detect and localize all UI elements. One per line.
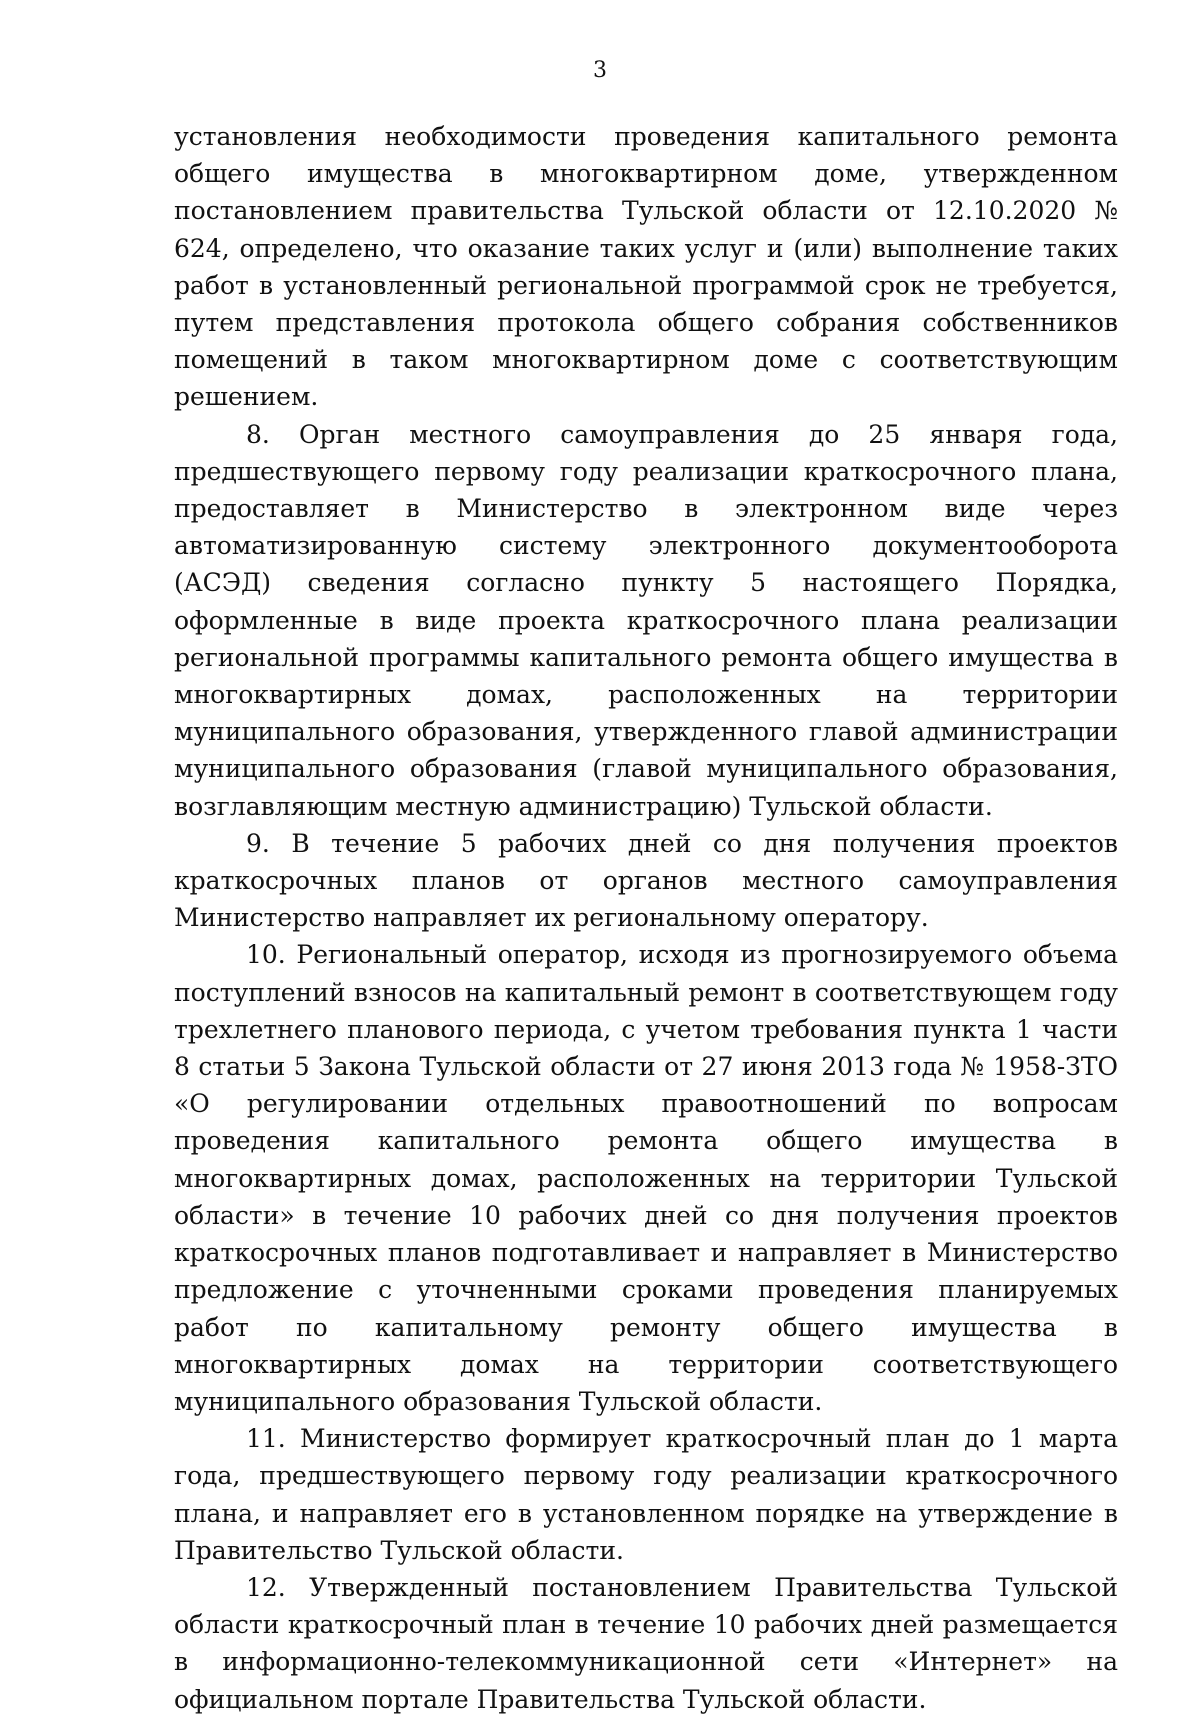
paragraph-item-8: 8. Орган местного самоуправления до 25 января года, предшествующего первому году реализации краткосрочного плана, предоставляет в Министерство в электронном виде через автоматизированную систему электронного документооборота (АСЭД) сведения согласно пункту 5 настоящего Порядка, оформленные в виде проекта краткосрочного плана реализации региональной программы капитального ремонта общего имущества в многоквартирных домах, расположенных на территории муниципального образования, утвержденного главой администрации муниципального образования (главой муниципального образования, возглавляющим местную администрацию) Тульской области. <box>174 419 1118 821</box>
paragraph-continuation: установления необходимости проведения капитального ремонта общего имущества в многоквартирном доме, утвержденном постановлением правительства Тульской области от 12.10.2020 № 624, определено, что оказание таких услуг и (или) выполнение таких работ в установленный региональной программой срок не требуется, путем представления протокола общего собрания собственников помещений в таком многоквартирном доме с соответствующим решением. <box>174 122 1118 412</box>
paragraph-item-10: 10. Региональный оператор, исходя из прогнозируемого объема поступлений взносов на капитальный ремонт в соответствующем году трехлетнего планового периода, с учетом требования пункта 1 части 8 статьи 5 Закона Тульской области от 27 июня 2013 года № 1958-ЗТО «О регулировании отдельных правоотношений по вопросам проведения капитального ремонта общего имущества в многоквартирных домах, расположенных на территории Тульской области» в течение 10 рабочих дней со дня получения проектов краткосрочных планов подготавливает и направляет в Министерство предложение с уточненными сроками проведения планируемых работ по капитальному ремонту общего имущества в многоквартирных домах на территории соответствующего муниципального образования Тульской области. <box>174 940 1118 1416</box>
paragraph-item-11: 11. Министерство формирует краткосрочный план до 1 марта года, предшествующего первому году реализации краткосрочного плана, и направляет его в установленном порядке на утверждение в Правительство Тульской области. <box>174 1424 1118 1565</box>
paragraph-item-9: 9. В течение 5 рабочих дней со дня получения проектов краткосрочных планов от органов местного самоуправления Министерство направляет их региональному оператору. <box>174 828 1118 933</box>
document-body <box>174 118 1118 1718</box>
paragraph-item-12: 12. Утвержденный постановлением Правительства Тульской области краткосрочный план в течение 10 рабочих дней размещается в информационно-телекоммуникационной сети «Интернет» на официальном портале Правительства Тульской области. <box>174 1572 1118 1714</box>
page-number: 3 <box>593 58 607 83</box>
